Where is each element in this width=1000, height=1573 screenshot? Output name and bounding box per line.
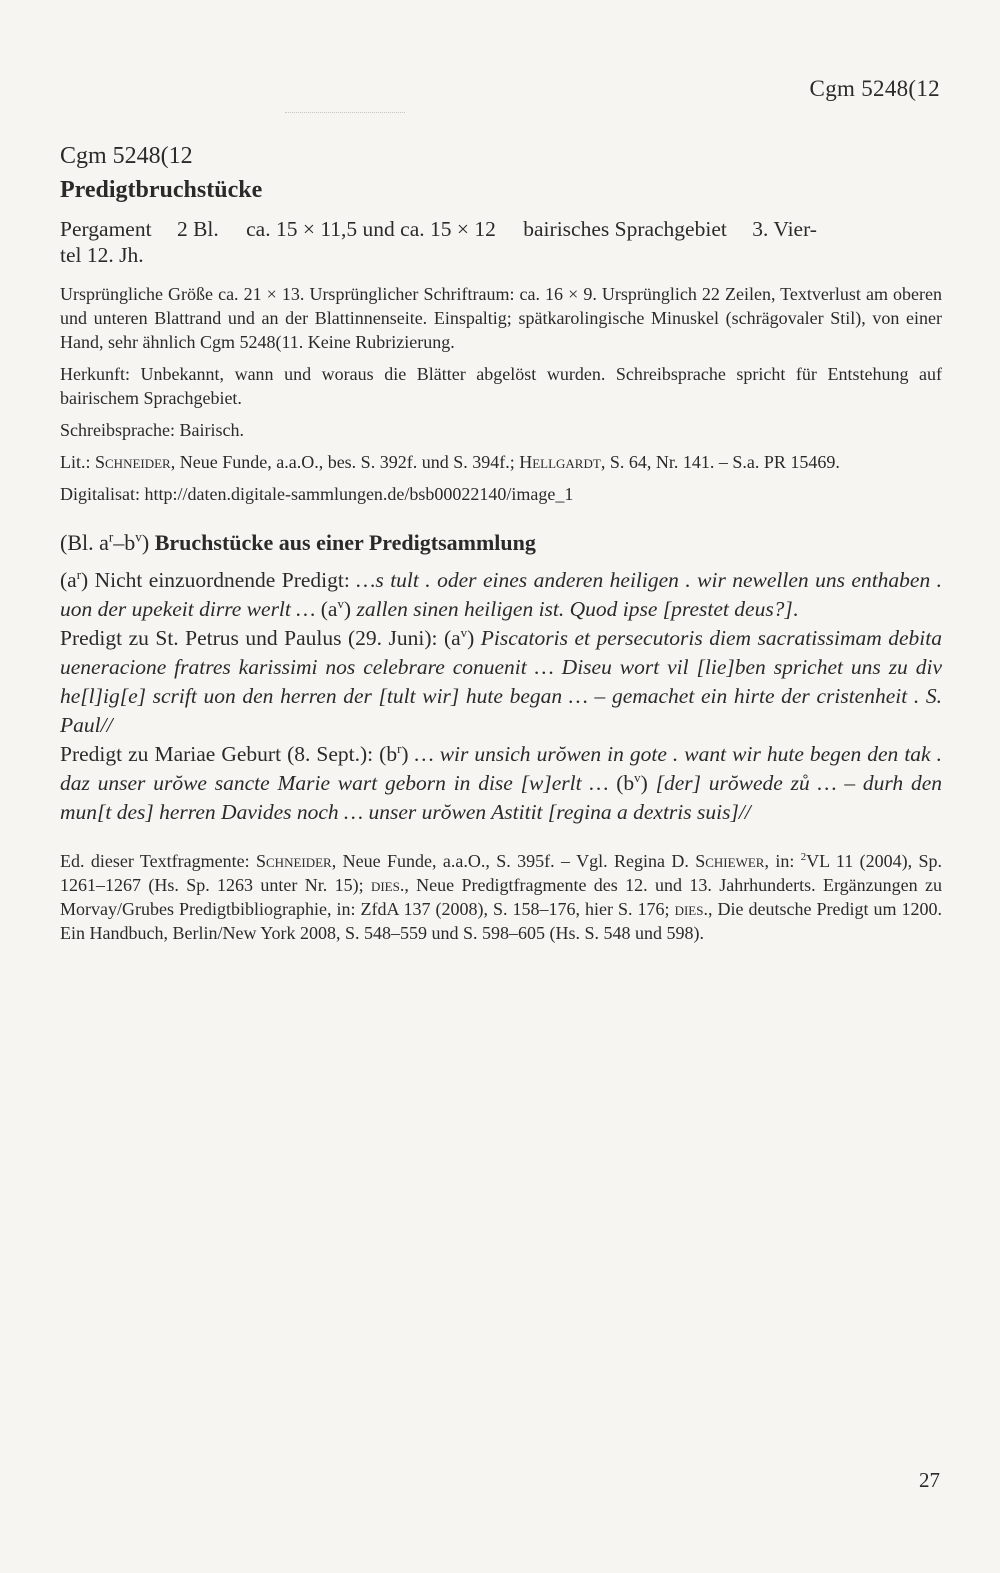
text: (a xyxy=(315,597,338,621)
folio-range: (Bl. a xyxy=(60,530,109,555)
text: ) xyxy=(401,742,415,766)
section-title: Bruchstücke aus einer Predigtsammlung xyxy=(154,530,536,555)
provenance: Herkunft: Unbekannt, wann und woraus die Blätter abgelöst wurden. Schreibsprache spricht für Entstehung auf bairischem Sprachgebiet. xyxy=(60,364,942,408)
leaf-count: 2 Bl. xyxy=(176,217,219,241)
dimensions: ca. 15 × 11,5 und ca. 15 × 12 xyxy=(246,217,496,241)
codicological-description: Ursprüngliche Größe ca. 21 × 13. Ursprünglicher Schriftraum: ca. 16 × 9. Ursprünglich 22 Zeilen, Textverlust am oberen und unteren Blattrand und an der Blattinnenseite. Einspaltig; spätkarolingische Minuskel (schrägovaler Stil), von einer Hand, sehr ähnlich Cgm 5248(11. Keine Rubrizierung. xyxy=(60,284,942,352)
lit-author: Schneider xyxy=(95,452,171,472)
folio-sup: v xyxy=(337,596,344,611)
lit-prefix: Lit.: xyxy=(60,452,95,472)
sermon-unidentified xyxy=(60,566,942,624)
text: , Neue Predigtfragmente des 12. und 13. Jahrhunderts. Ergänzungen zu Morvay/Grubes Predigtbibliographie, in: ZfdA 137 (2008), S. 158–176, hier S. 176; xyxy=(60,875,942,919)
page-number: 27 xyxy=(919,1468,940,1492)
folio-sup: r xyxy=(397,741,402,756)
running-head: Cgm 5248(12 xyxy=(809,76,940,101)
text: ) xyxy=(467,626,481,650)
sermon-nativity-mary xyxy=(60,740,942,827)
dating-part2: tel 12. Jh. xyxy=(60,243,144,267)
author: dies. xyxy=(674,899,708,919)
lit-author: Hellgardt xyxy=(519,452,601,472)
folio-range: –b xyxy=(113,530,136,555)
text: , Die deutsche Predigt um 1200. Ein Handbuch, Berlin/New York 2008, S. 548–559 und S. 598–605 (Hs. S. 548 und 598). xyxy=(60,899,942,943)
folio-sup: v xyxy=(634,770,641,785)
section-heading xyxy=(60,528,942,558)
edition-sup: 2 xyxy=(800,851,807,863)
text: VL 11 (2004), Sp. 1261–1267 (Hs. Sp. 1263 unter Nr. 15); xyxy=(60,851,942,895)
manuscript-signature: Cgm 5248(12 xyxy=(60,143,193,169)
lit-text: , S. 64, Nr. 141. – S.a. PR 15469. xyxy=(600,452,840,472)
sermon-peter-paul xyxy=(60,624,942,740)
physical-metadata xyxy=(60,216,942,268)
incipit: … wir unsich urŏwen in gote . want wir hute begen den tak . daz unser urŏwe sancte Marie wart geborn in dise [w]erlt … xyxy=(60,742,942,795)
text: Predigt zu St. Petrus und Paulus (29. Juni): (a xyxy=(60,626,461,650)
author: Schneider xyxy=(256,851,332,871)
author: dies. xyxy=(370,875,405,895)
text: (a xyxy=(60,568,77,592)
text: . xyxy=(792,597,799,621)
lit-text: , Neue Funde, a.a.O., bes. S. 392f. und S. 394f.; xyxy=(170,452,520,472)
folio-sup: r xyxy=(108,529,114,545)
digitalisat-link[interactable]: Digitalisat: http://daten.digitale-sammlungen.de/bsb00022140/image_1 xyxy=(60,484,574,504)
folio-sup: v xyxy=(135,529,142,545)
author: Schiewer xyxy=(695,851,765,871)
catalog-entry xyxy=(60,140,942,945)
explicit: [der] urŏwede zů … – durh den mun[t des] herren Davides noch … unser urŏwen Astitit [regina a dextris suis]// xyxy=(60,771,942,824)
literature xyxy=(60,450,942,474)
text: ) xyxy=(343,597,357,621)
incipit: …s tult . oder eines anderen heiligen . wir newellen uns enthaben . uon der upekeit dirre werlt … xyxy=(60,568,943,621)
text: Ed. dieser Textfragmente: xyxy=(60,851,256,871)
text: ) xyxy=(640,771,656,795)
folio-sup: v xyxy=(460,625,468,640)
edition-references xyxy=(60,849,942,945)
incipit: Piscatoris et persecutoris diem sacratissimam debita ueneracione fratres karissimi nos celebrare conuenit … Diseu wort vil [lie]ben sprichet uns zu div he[l]ig[e] scrift uon den herren der [tult wir] hute began … – gemachet ein hirte der cristenheit . S. Paul// xyxy=(60,626,942,737)
text: , Neue Funde, a.a.O., S. 395f. – Vgl. Regina D. xyxy=(331,851,696,871)
material: Pergament xyxy=(60,217,152,241)
text: ) Nicht einzuordnende Predigt: xyxy=(81,568,357,592)
language-region: bairisches Sprachgebiet xyxy=(523,217,727,241)
text: Predigt zu Mariae Geburt (8. Sept.): (b xyxy=(60,742,398,766)
folio-range: ) xyxy=(141,530,155,555)
dating-part1: 3. Vier- xyxy=(752,217,817,241)
folio-sup: r xyxy=(76,567,81,582)
header-divider xyxy=(285,112,405,114)
entry-title: Predigtbruchstücke xyxy=(60,177,263,203)
text: (b xyxy=(608,771,635,795)
scribal-language: Schreibsprache: Bairisch. xyxy=(60,420,244,440)
text: , in: xyxy=(764,851,801,871)
explicit: zallen sinen heiligen ist. Quod ipse [prestet deus?] xyxy=(356,597,793,621)
